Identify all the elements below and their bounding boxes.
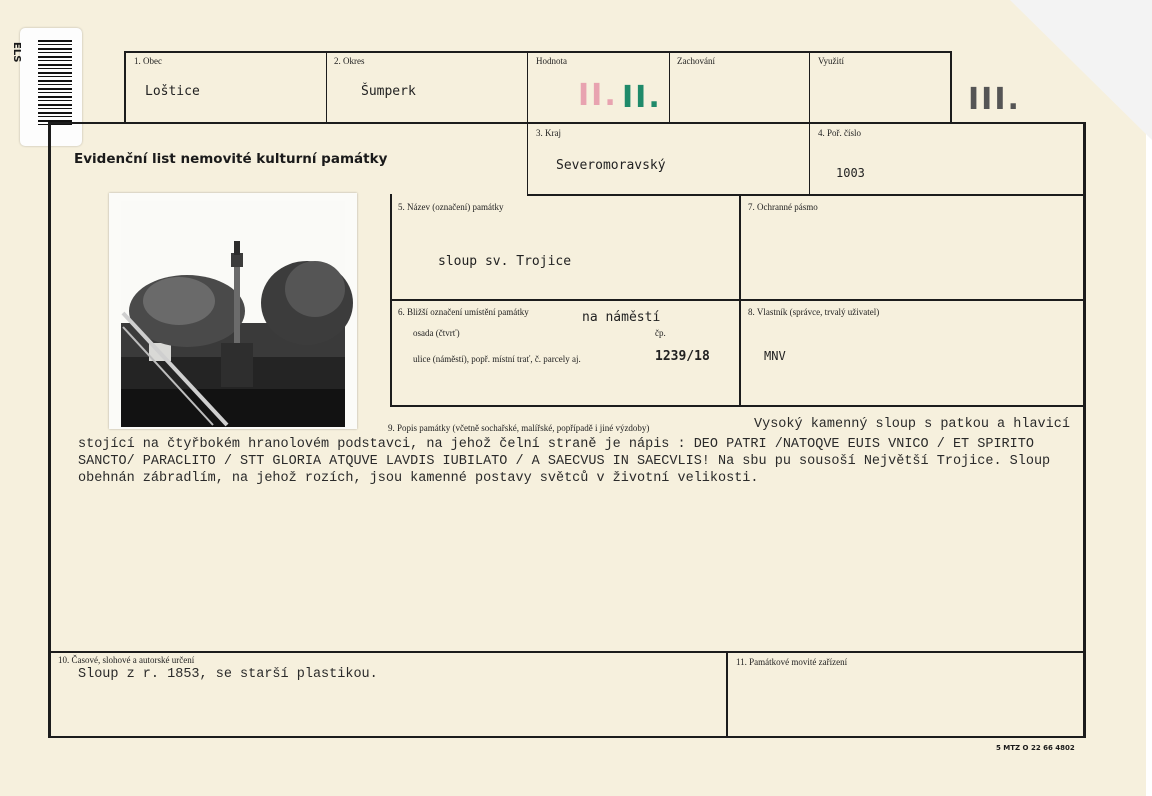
vlastnik-label: 8. Vlastník (správce, trvalý uživatel) [748,307,880,317]
vlastnik-value: MNV [764,349,786,363]
por-cislo-value: 1003 [836,166,865,180]
hodnota-mark-green: II. [622,80,662,115]
casove-label: 10. Časové, slohové a autorské určení [58,655,195,665]
frame-bottom-line [48,736,1086,738]
por-cislo-label: 4. Poř. číslo [818,128,862,138]
blizsi-value: na náměstí [582,310,661,325]
divider-3 [669,51,670,123]
casove-value: Sloup z r. 1853, se starší plastikou. [78,667,378,682]
okres-label: 2. Okres [334,56,365,66]
divider-5 [950,51,952,123]
ochranne-pasmo-label: 7. Ochranné pásmo [748,202,818,212]
grid-row-line [390,299,1084,301]
form-title: Evidenční list nemovité kulturní památky [74,151,388,167]
divider-1 [326,51,327,123]
frame-top-line [48,122,1086,124]
header-top-line [124,51,952,53]
okres-value: Šumperk [361,84,416,99]
header-left-line [124,51,126,123]
side-mark: III. [968,82,1021,117]
monument-photo [109,193,357,429]
frame-left-line [48,122,51,738]
nazev-label: 5. Název (označení) památky [398,202,504,212]
vyuziti-label: Využití [818,56,844,66]
photo-image [109,193,357,429]
grid-bottom-line [390,405,1084,407]
bottom-divider [726,651,728,737]
hodnota-mark-red: II. [578,78,618,113]
movite-label: 11. Památkové movité zařízení [736,657,848,667]
obec-value: Loštice [145,84,200,99]
cp-label: čp. [655,328,666,338]
osada-label: osada (čtvrť) [413,328,460,338]
kraj-value: Severomoravský [556,158,666,173]
hodnota-label: Hodnota [536,56,567,66]
blizsi-label: 6. Bližší označení umístění památky [398,307,529,317]
bottom-section-line [48,651,1086,653]
popis-label: 9. Popis památky (včetně sochařské, malířské, popřípadě i jiné výzdoby) [388,423,650,433]
kraj-bottom-line [527,194,1085,196]
nazev-value: sloup sv. Trojice [438,254,572,269]
sticker-text: ELS [11,42,22,63]
obec-label: 1. Obec [134,56,162,66]
parcela-value: 1239/18 [655,349,710,364]
ulice-label: ulice (náměstí), popř. místní trať, č. parcely aj. [413,354,581,364]
print-code: 5 MTZ O 22 66 4802 [996,744,1075,752]
barcode [38,40,72,128]
popis-body: stojící na čtyřbokém hranolovém podstavci, na jehož čelní straně je nápis : DEO PATRI /NATOQVE EUIS VNICO / ET SPIRITO SANCTO/ PARACLITO / STT GLORIA ATQUVE LAVDIS IUBILATO / A SAECVUS IN SAECVLIS! Na sbu pu sousoší Největší Trojice. Sloup obehnán zábradlím, na jehož rozích, jsou kamenné postavy světců v životní velikosti. [78,437,1051,486]
zachovani-label: Zachování [677,56,715,66]
popis-first-line: Vysoký kamenný sloup s patkou a hlavicí [754,417,1070,432]
frame-right-line [1083,122,1086,738]
kraj-label: 3. Kraj [536,128,561,138]
